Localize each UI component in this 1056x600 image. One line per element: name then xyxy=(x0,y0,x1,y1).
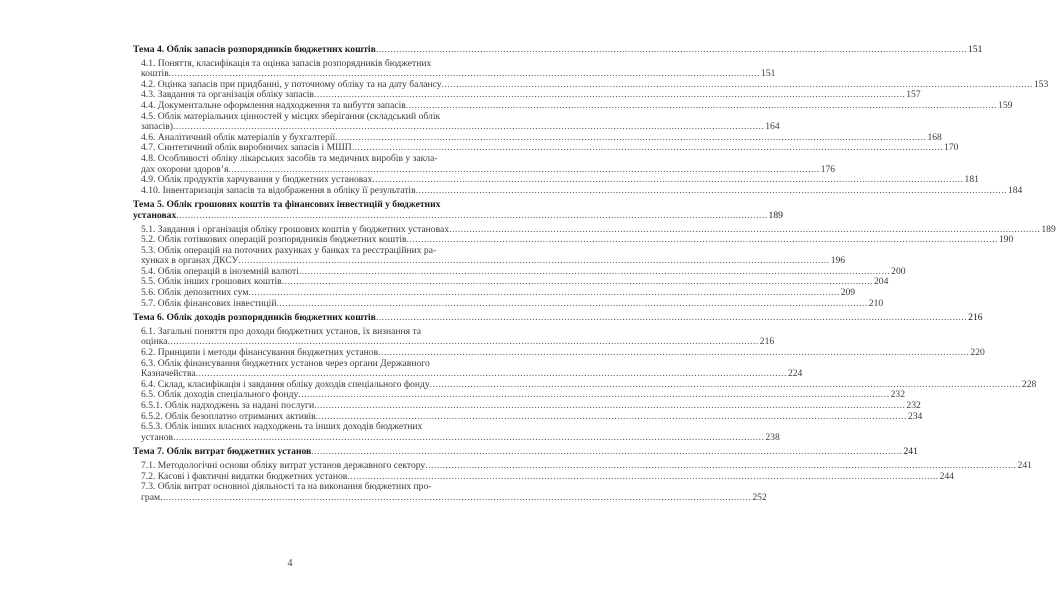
toc-page-number: 164 xyxy=(765,121,780,133)
toc-page-number: 238 xyxy=(765,431,780,443)
toc-page-number: 176 xyxy=(820,163,836,175)
toc-entry-line xyxy=(141,400,921,412)
toc-section-entry xyxy=(133,481,767,503)
dot-leader xyxy=(347,472,938,483)
toc-entry-title-line: Тема 5. Облік грошових коштів та фінансових інвестицій у бюджетних xyxy=(133,199,441,211)
toc-page-number: 184 xyxy=(1007,184,1023,196)
dot-leader xyxy=(352,143,943,154)
toc-page-number: 159 xyxy=(998,99,1013,111)
dot-leader xyxy=(407,235,998,246)
toc-page-number: 157 xyxy=(906,89,921,101)
toc-entry-title-line: 6.5.3. Облік інших власних надходжень та інших доходів бюджетних xyxy=(141,421,423,433)
toc-page-number: 241 xyxy=(1017,459,1032,471)
toc-page-number: 244 xyxy=(939,470,954,482)
toc-entry-title: 4.10. Інвентаризація запасів та відображення в обліку її результатів xyxy=(141,184,416,196)
toc-chapter-entry xyxy=(133,44,983,56)
toc-page-number: 196 xyxy=(830,255,846,267)
toc-entry-title: оцінка xyxy=(141,336,168,348)
toc-section-entry xyxy=(133,184,1023,197)
toc-page-number: 204 xyxy=(874,276,889,288)
toc-entry-title: Тема 7. Облік витрат бюджетних установ xyxy=(133,446,312,458)
toc-section-entry xyxy=(133,459,1032,472)
toc-entry-title: установ xyxy=(141,431,174,443)
toc-page-number: 200 xyxy=(891,265,906,277)
toc-page-number: 170 xyxy=(944,142,959,154)
toc-entry-line xyxy=(141,184,1023,197)
toc-entry-title: установах xyxy=(133,209,177,221)
toc-page-number: 189 xyxy=(768,209,783,221)
toc-entry-title: хунках в органах ДКСУ xyxy=(141,255,239,267)
toc-chapter-entry xyxy=(133,446,918,458)
dot-leader xyxy=(160,493,751,504)
toc-section-entry xyxy=(133,325,775,348)
toc-page-number: 168 xyxy=(927,131,942,143)
dot-leader xyxy=(376,45,967,56)
toc-entry-title: коштів xyxy=(141,68,169,80)
toc-entry-title: 5.6. Облік депозитних сум xyxy=(141,287,249,299)
toc-entry-title: 4.9. Облік продуктів харчування у бюджетних установах xyxy=(141,174,373,186)
toc-entry-title: 5.4. Облік операцій в іноземній валюті xyxy=(141,265,299,277)
toc-page-number: 224 xyxy=(787,368,803,380)
toc-entry-title-line: 4.8. Особливості обліку лікарських засобів та медичних виробів у закла- xyxy=(141,152,438,164)
toc-entry-line xyxy=(141,431,780,444)
toc-entry-title-line: 4.5. Облік матеріальних цінностей у місцях зберігання (складський облік xyxy=(141,110,441,122)
toc-section-entry xyxy=(133,421,780,443)
dot-leader xyxy=(314,401,905,412)
toc-entry-title-line: 6.1. Загальні поняття про доходи бюджетних установ, їх визнання та xyxy=(141,325,422,337)
dot-leader xyxy=(311,447,902,458)
toc-section-entry xyxy=(133,99,1013,112)
dot-leader xyxy=(276,299,867,310)
toc-entry-title: дах охорони здоров’я xyxy=(141,163,229,175)
toc-page-number: 153 xyxy=(1033,78,1049,90)
toc-entry-title: 6.4. Склад, класифікація і завдання обліку доходів спеціального фонду xyxy=(141,378,430,390)
toc-entry-line xyxy=(133,44,983,56)
toc-entry-title: 5.1. Завдання і організація обліку грошових коштів у бюджетних установах xyxy=(141,223,450,235)
toc-page-number: 234 xyxy=(907,410,923,422)
toc-section-entry xyxy=(133,110,780,133)
toc-entry-title: запасів) xyxy=(141,121,173,133)
toc-section-entry xyxy=(133,400,921,412)
toc-entry-title-line: 6.3. Облік фінансування бюджетних установ через органи Державного xyxy=(141,357,430,369)
toc-page-number: 232 xyxy=(890,389,906,401)
toc-entry-title: 6.2. Принципи і методи фінансування бюджетних установ xyxy=(141,347,379,359)
toc-page-number: 209 xyxy=(840,287,856,299)
dot-leader xyxy=(378,348,969,359)
table-of-contents xyxy=(133,44,1056,503)
toc-page-number: 228 xyxy=(1021,378,1037,390)
toc-entry-title: 4.2. Оцінка запасів при придбанні, у поточному обліку та на дату балансу xyxy=(141,78,442,90)
dot-leader xyxy=(406,101,997,112)
toc-entry-line xyxy=(141,459,1032,472)
toc-section-entry xyxy=(133,57,776,80)
toc-section-entry xyxy=(133,297,884,310)
toc-section-entry xyxy=(133,357,803,380)
toc-entry-title-line: 4.1. Поняття, класифікація та оцінка запасів розпорядників бюджетних xyxy=(141,57,432,69)
toc-section-entry xyxy=(133,244,846,267)
toc-chapter-entry xyxy=(133,199,783,221)
toc-entry-title: грам xyxy=(141,491,161,503)
toc-entry-line xyxy=(133,209,783,222)
page-number: 4 xyxy=(287,558,293,569)
toc-entry-title: Тема 4. Облік запасів розпорядників бюджетних коштів xyxy=(133,44,376,55)
dot-leader xyxy=(416,186,1007,197)
toc-page-number: 181 xyxy=(964,174,979,186)
toc-entry-title: 6.5.2. Облік безоплатно отриманих активів xyxy=(141,410,316,422)
toc-entry-title: Казначейства xyxy=(141,368,196,380)
toc-page-number: 190 xyxy=(998,234,1014,246)
toc-entry-line xyxy=(133,446,918,458)
toc-entry-title: 5.7. Облік фінансових інвестицій xyxy=(141,297,277,309)
toc-page-number: 232 xyxy=(906,400,921,411)
toc-entry-title: 4.4. Документальне оформлення надходження та вибуття запасів xyxy=(141,99,406,111)
toc-page-number: 241 xyxy=(903,446,918,458)
toc-entry-line xyxy=(141,491,767,504)
toc-section-entry xyxy=(133,152,836,175)
toc-entry-title-line: 5.3. Облік операцій на поточних рахунках у банках та реєстраційних ра- xyxy=(141,244,437,256)
toc-entry-title: 4.3. Завдання та організація обліку запасів xyxy=(141,89,314,101)
dot-leader xyxy=(176,211,767,222)
dot-leader xyxy=(376,313,967,324)
toc-entry-title: 6.5. Облік доходів спеціального фонду xyxy=(141,389,299,401)
dot-leader xyxy=(173,433,764,444)
toc-entry-title: 5.2. Облік готівкових операцій розпорядників бюджетних коштів xyxy=(141,234,407,246)
toc-entry-title: 6.5.1. Облік надходжень за надані послуги xyxy=(141,400,315,411)
toc-entry-title: 7.1. Методологічні основи обліку витрат установ державного сектору xyxy=(141,459,426,471)
toc-page-number: 151 xyxy=(761,68,776,80)
toc-entry-line xyxy=(141,99,1013,112)
toc-page-number: 252 xyxy=(752,491,767,503)
toc-entry-title: 4.7. Синтетичний облік виробничих запасів і МШП xyxy=(141,142,352,154)
toc-entry-title: Тема 6. Облік доходів розпорядників бюджетних коштів xyxy=(133,312,376,324)
toc-entry-line xyxy=(141,297,884,310)
toc-page-number: 210 xyxy=(868,297,884,309)
toc-page-number: 189 xyxy=(1041,223,1056,235)
toc-chapter-entry xyxy=(133,312,983,324)
toc-entry-title: 4.6. Аналітичний облік матеріалів у бухгалтерії xyxy=(141,131,336,143)
toc-entry-title: 7.2. Касові і фактичні видатки бюджетних установ xyxy=(141,470,348,482)
toc-page-number: 216 xyxy=(968,312,983,324)
dot-leader xyxy=(425,461,1016,472)
toc-entry-title-line: 7.3. Облік витрат основної діяльності та на виконання бюджетних про- xyxy=(141,481,432,493)
toc-entry-title: 5.5. Облік інших грошових коштів xyxy=(141,276,282,288)
toc-page-number: 216 xyxy=(759,336,775,348)
toc-page-number: 220 xyxy=(970,347,985,359)
toc-entry-line xyxy=(133,312,983,324)
toc-page-number: 151 xyxy=(968,44,983,55)
